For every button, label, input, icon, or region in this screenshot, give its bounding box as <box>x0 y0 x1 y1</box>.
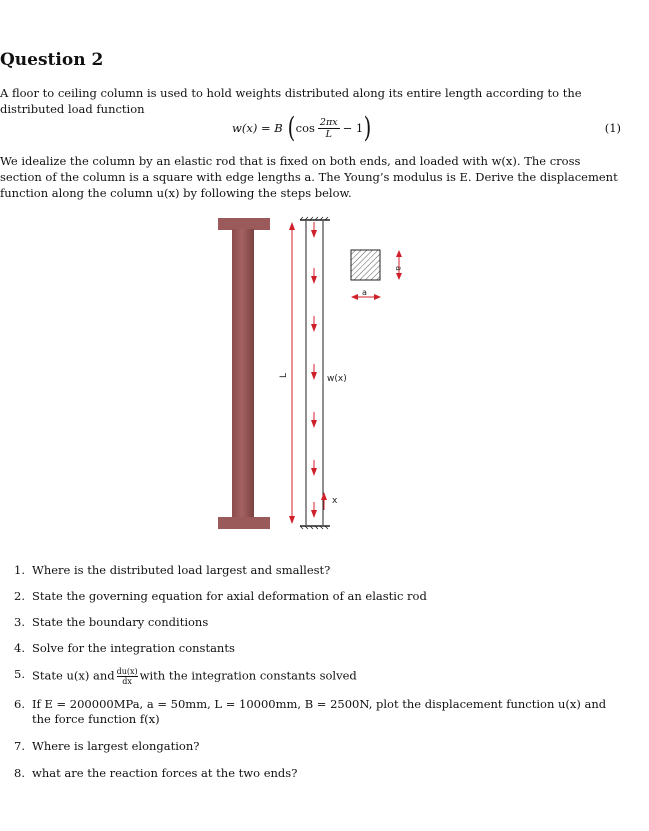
section-height-label: a <box>394 266 403 271</box>
list-item: 3. State the boundary conditions <box>14 615 209 629</box>
column-illustration <box>218 218 270 529</box>
load-arrow-head <box>311 468 317 476</box>
x-axis-arrow <box>321 492 338 510</box>
list-item: 2. State the governing equation for axial deformation of an elastic rod <box>14 589 427 603</box>
load-label: w(x) <box>327 374 347 384</box>
intro-text: A floor to ceiling column is used to hold weights distributed along its entire length according to the distributed load function <box>0 86 582 116</box>
equation-minus-one: − 1 <box>342 121 364 135</box>
list-item: 6. If E = 200000MPa, a = 50mm, L = 10000mm, B = 2500N, plot the displacement function u(x) and the force function f(x) <box>14 697 607 726</box>
list-item: 8. what are the reaction forces at the two ends? <box>14 766 298 780</box>
load-arrow-head <box>311 420 317 428</box>
list-item: 4. Solve for the integration constants <box>14 641 235 655</box>
derivative-fraction: $\frac{du(x)}{dx}$ <box>116 667 138 686</box>
equation-numerator: 2πx <box>319 116 338 128</box>
section-width-label: a <box>362 288 367 297</box>
list-item: 5. State u(x) and $\frac{du(x)}{dx}$ with the integration constants solved <box>14 667 357 686</box>
problem-paragraph: We idealize the column by an elastic rod that is fixed on both ends, and loaded with w(x). The cross section of the column is a square with edge lengths a. The Young’s modulus is E. Derive the displacement function along the column u(x) by following the steps below. <box>0 154 618 200</box>
equation-number: (1) <box>604 121 621 135</box>
load-equation: w(x) = B ( cos $\frac{2\pi x}{L}$ − 1 ) <box>232 111 372 144</box>
load-arrow-head <box>311 510 317 518</box>
length-dimension <box>279 222 295 524</box>
load-arrow-head <box>311 324 317 332</box>
load-arrow-head <box>311 372 317 380</box>
equation-lhs: w(x) = B <box>232 121 283 135</box>
equation-denominator: L <box>325 128 332 140</box>
length-label: L <box>279 372 289 378</box>
equation-cos: cos <box>295 121 315 135</box>
list-item: 7. Where is largest elongation? <box>14 739 200 753</box>
list-item: 1. Where is the distributed load largest and smallest? <box>14 563 331 577</box>
load-arrow-head <box>311 230 317 238</box>
load-arrows <box>311 222 317 518</box>
cross-section <box>351 250 403 300</box>
load-arrow-head <box>311 276 317 284</box>
x-axis-label: x <box>332 496 338 506</box>
question-heading: Question 2 <box>0 50 104 70</box>
